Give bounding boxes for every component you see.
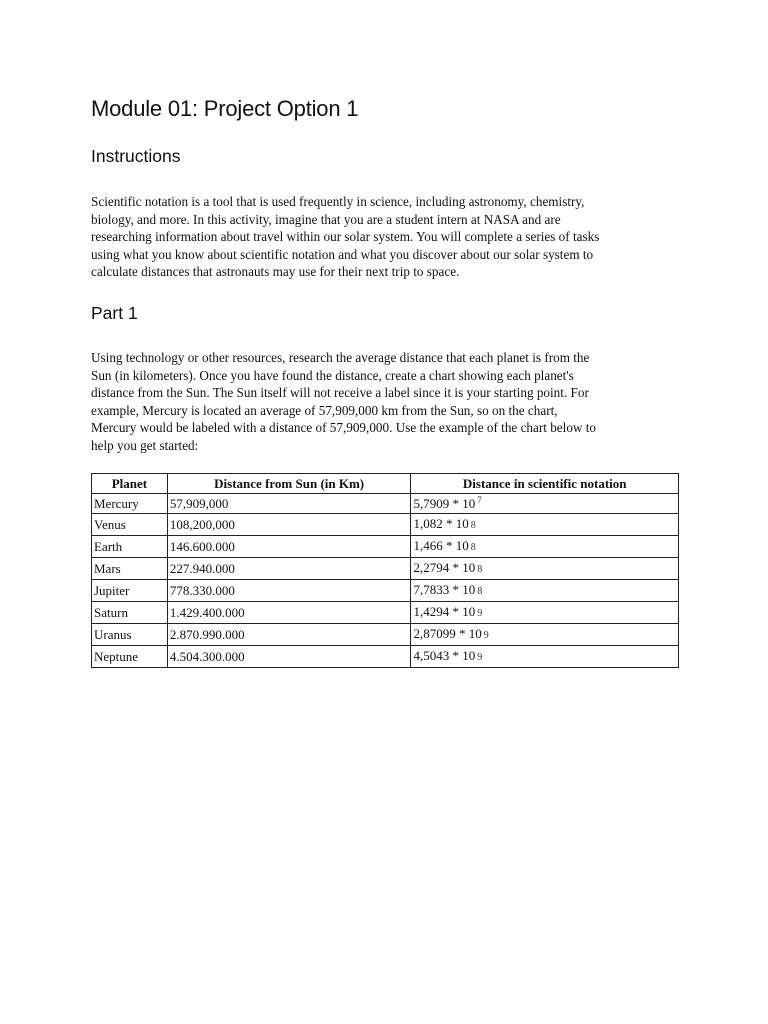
notation-cell <box>411 536 679 558</box>
part1-line: Mercury would be labeled with a distance of 57,909,000. Use the example of the chart below to <box>91 420 597 436</box>
part1-line: distance from the Sun. The Sun itself will not receive a label since it is your starting point. For <box>91 385 589 401</box>
table-row <box>92 514 679 536</box>
planet-cell: Jupiter <box>92 580 168 602</box>
planet-cell: Neptune <box>92 646 168 668</box>
part1-line: example, Mercury is located an average of 57,909,000 km from the Sun, so on the chart, <box>91 402 558 418</box>
distance-cell: 2.870.990.000 <box>167 624 411 646</box>
distance-cell: 227.940.000 <box>167 558 411 580</box>
part1-line: Using technology or other resources, research the average distance that each planet is from the <box>91 350 590 365</box>
notation-base: 1,4294 * 10 <box>413 604 476 619</box>
notation-exponent: 8 <box>470 520 476 531</box>
part1-heading: Part 1 <box>91 303 138 323</box>
notation-base: 7,7833 * 10 <box>413 582 476 597</box>
notation-cell <box>411 494 679 514</box>
notation-exponent: 8 <box>470 542 476 553</box>
planet-cell: Saturn <box>92 602 168 624</box>
planet-cell: Mars <box>92 558 168 580</box>
distance-cell: 146.600.000 <box>167 536 411 558</box>
notation-exponent: 9 <box>477 652 483 663</box>
distance-cell: 778.330.000 <box>167 580 411 602</box>
notation-base: 1,466 * 10 <box>413 538 469 553</box>
notation-cell <box>411 514 679 536</box>
page-title: Module 01: Project Option 1 <box>91 96 359 121</box>
distance-cell: 108,200,000 <box>167 514 411 536</box>
part1-line: Sun (in kilometers). Once you have found the distance, create a chart showing each planet's <box>91 367 574 383</box>
table-row <box>92 580 679 602</box>
instructions-paragraph <box>91 193 599 281</box>
part1-line: help you get started: <box>91 437 199 453</box>
distance-cell: 57,909,000 <box>167 494 411 514</box>
instructions-line: Scientific notation is a tool that is used frequently in science, including astronomy, chemistry, <box>91 194 585 209</box>
planet-cell: Uranus <box>92 624 168 646</box>
planet-cell: Venus <box>92 514 168 536</box>
distance-cell: 4.504.300.000 <box>167 646 411 668</box>
column-header-distance: Distance from Sun (in Km) <box>167 474 411 494</box>
table-row <box>92 624 679 646</box>
notation-exponent: 9 <box>477 608 483 619</box>
notation-cell <box>411 580 679 602</box>
instructions-line: biology, and more. In this activity, imagine that you are a student intern at NASA and are <box>91 211 561 227</box>
table-row <box>92 494 679 514</box>
notation-base: 5,7909 * 10 <box>413 496 476 511</box>
notation-exponent: 9 <box>483 630 489 641</box>
column-header-notation: Distance in scientific notation <box>411 474 679 494</box>
table-header-row <box>92 474 679 494</box>
table-row <box>92 646 679 668</box>
table-row <box>92 558 679 580</box>
planet-distance-table <box>91 473 679 668</box>
notation-cell <box>411 646 679 668</box>
table-row <box>92 602 679 624</box>
notation-base: 2,2794 * 10 <box>413 560 476 575</box>
distance-cell: 1.429.400.000 <box>167 602 411 624</box>
instructions-heading: Instructions <box>91 146 181 166</box>
notation-exponent: 8 <box>477 564 483 575</box>
table-row <box>92 536 679 558</box>
part1-paragraph <box>91 349 596 455</box>
instructions-line: researching information about travel within our solar system. You will complete a series of tasks <box>91 229 600 245</box>
notation-cell <box>411 624 679 646</box>
planet-cell: Earth <box>92 536 168 558</box>
notation-cell <box>411 558 679 580</box>
notation-base: 2,87099 * 10 <box>413 626 482 641</box>
instructions-line: calculate distances that astronauts may use for their next trip to space. <box>91 264 460 280</box>
notation-base: 4,5043 * 10 <box>413 648 476 663</box>
notation-exponent: 8 <box>477 586 483 597</box>
planet-cell: Mercury <box>92 494 168 514</box>
notation-exponent: 7 <box>477 494 482 505</box>
notation-cell <box>411 602 679 624</box>
notation-base: 1,082 * 10 <box>413 516 469 531</box>
instructions-line: using what you know about scientific notation and what you discover about our solar system to <box>91 246 594 262</box>
column-header-planet: Planet <box>92 474 168 494</box>
